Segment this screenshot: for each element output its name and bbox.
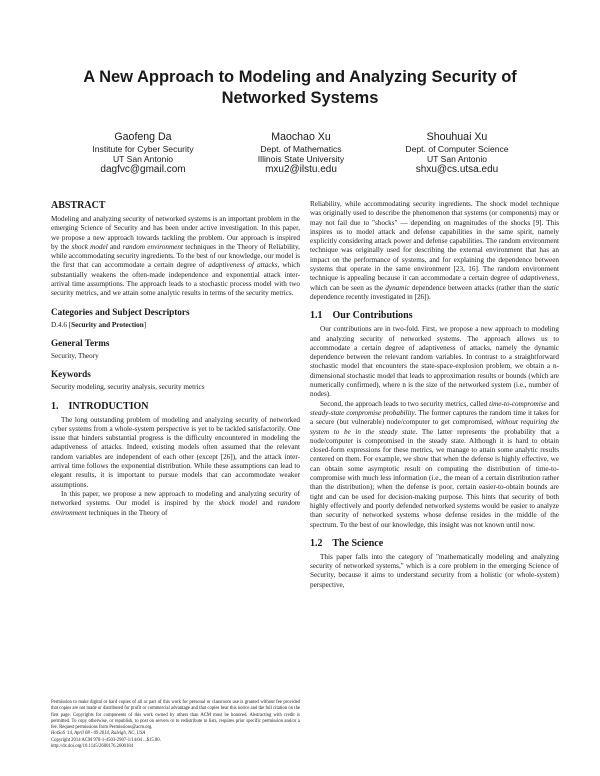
abstract-text [51,215,300,299]
text-part: Reliability, while accommodating security ingredients. The shock model technique was originally used to describe the phenomenon that systems (or components) may or may not fail due to "shocks" — depending on magnitudes of the shocks [9]. This inspires us to model attack and defense capabilities in the same spirit, namely explicitly considering attack power and defense capabilities. The random environment technique was originally used for describing the external environment that has an impact on the performance of systems, and for explaining the dependence between systems that operate in the same environment [23, 16]. The random environment technique is appealing because it can accommodate a certain degree of [310,200,559,283]
keywords-text: Security modeling, security analysis, security metrics [51,383,205,392]
emphasis: static [543,283,559,292]
text-part: and [546,399,559,408]
abstract-emphasis: random environment [122,242,183,251]
title-line-2: Networked Systems [221,89,379,107]
title-line-1: A New Approach to Modeling and Analyzing Security of [83,68,517,86]
emphasis: steady-state compromise probability [310,408,415,417]
author-name: Maochao Xu [271,131,331,143]
abstract-emphasis: shock model [71,242,108,251]
author-affiliation: UT San Antonio [112,154,174,165]
author-affiliation: UT San Antonio [426,154,488,165]
abstract-emphasis: adaptiveness of attacks [208,261,278,270]
text-part: , which can be seen as the [310,274,559,292]
abstract-text-part: and [107,242,123,251]
author-name: Gaofeng Da [114,131,172,143]
abstract-text-part: , which substantially weakens the often-made independence and exponential attack inter-arrival time assumptions. The approach leads to a stochastic process model with two security metrics, and we attain some analytic results in terms of the security metrics. [51,261,300,298]
science-paragraph: This paper falls into the category of "mathematically modeling and analyzing security of networked systems," which is a core problem in the emerging Science of Security, because it aims to understand security from a holistic (or whole-system) perspective, [310,552,559,589]
categories-heading: Categories and Subject Descriptors [51,306,190,317]
emphasis: time-to-compromise [489,399,547,408]
conference-line: HotSoS '14, April 08 - 09 2014, Raleigh, NC, USA [51,731,146,737]
general-terms-text: Security, Theory [51,351,99,360]
emphasis: adaptiveness [520,274,558,283]
copyright-footnote [51,700,300,750]
author-affiliation: Dept. of Mathematics [260,144,342,154]
author-email: shxu@cs.utsa.edu [415,164,499,176]
right-column [310,200,559,590]
science-heading: 1.2 The Science [310,537,384,549]
author-name: Shouhuai Xu [426,131,488,143]
author-email: mxu2@ilstu.edu [265,164,337,176]
contributions-paragraph-1: Our contributions are in two-fold. First, we propose a new approach to modeling and analyzing security of networked systems. The approach allows us to accommodate a certain degree of adaptiveness of attacks, namely the dynamic dependence between the relevant random variables. In contrast to a straightforward stochastic model that encounters the state-space-explosion problem, we obtain a n-dimensional stochastic model that leads to approximation results or bounds (which are numerically confirmed), where n is the size of the networked system (i.e., number of nodes). [310,325,559,399]
author-block-1 [58,131,228,176]
author-block-2 [216,131,386,176]
intro-text-part: In this paper, we propose a new approach to modeling and analyzing security of networked systems. Our model is inspired by the [51,489,300,508]
copyright-line: Copyright 2014 ACM 978-1-4503-2907-1/14/04 ...$15.00. [51,737,161,743]
text-part: dependence between attacks (rather than the [409,283,544,292]
doi-line: http://dx.doi.org/10.1145/2600176.2600184 [51,744,134,750]
text-part: . The latter represents the probability that a node/computer is compromised in the steady state. Although it is hard to obtain closed-form expressions for these metrics, we manage to attain some analytic results centered on them. For example, we show that when the defense is highly effective, we can obtain some asymptotic result on computing the distribution of time-to-compromise with much less information (i.e., the mean of a certain distribution rather than the distribution); when the defense is poor, certain easier-to-obtain bounds are tight and can be used for decision-making purpose. This hints that security of both highly effectively and poorly defended networked systems would be easier to analyze than security of networked systems whose defense resides in the middle of the spectrum. To the best of our knowledge, this insight was not known until now. [310,427,559,529]
intro-continuation [310,200,559,302]
text-part: Second, the approach leads to two security metrics, called [320,399,490,408]
text-part: dependence recently investigated in [26]). [310,292,431,301]
abstract-text-part: Modeling and analyzing security of networked systems is an important problem in the emerging Science of Security and has been under active investigation. In this paper, we propose a new approach towards tackling the problem. Our approach is inspired by the [51,215,300,251]
categories-bracket: ] [143,320,147,329]
permission-notice: Permission to make digital or hard copies of all or part of this work for personal or classroom use is granted without fee provided that copies are not made or distributed for profit or commercial advantage and that copies bear this notice and the full citation on the first page. Copyrights for components of this work owned by others than ACM must be honored. Abstracting with credit is permitted. To copy otherwise, or republish, to post on servers or to redistribute to lists, requires prior specific permission and/or a fee. Request permissions from Permissions@acm.org. [51,700,300,731]
abstract-heading: ABSTRACT [51,200,106,211]
intro-text-part: and [257,499,278,508]
contributions-heading: 1.1 Our Contributions [310,310,413,322]
contributions-paragraph-2 [310,400,559,530]
intro-emphasis: random environment [51,499,300,517]
categories-code: D.4.6 [ [51,320,72,329]
text-part: . The former captures the random time it takes for a secure (but vulnerable) node/computer to get compromised, [310,408,559,427]
categories-text [51,321,300,330]
categories-subject: Security and Protection [71,320,144,329]
intro-text-part: techniques in the Theory of [86,508,168,517]
left-column [51,200,300,518]
keywords-heading: Keywords [51,369,91,380]
abstract-text-part: techniques in the Theory of Reliability, while accommodating security ingredients. To the best of our knowledge, our model is the first that can accommodate a certain degree of [51,242,300,270]
intro-emphasis: shock model [218,499,258,508]
emphasis: dynamic [385,283,410,292]
author-affiliation: Institute for Cyber Security [92,144,194,154]
author-block-3 [372,131,542,176]
author-affiliation: Illinois State University [257,154,345,165]
general-terms-heading: General Terms [51,337,110,348]
author-email: dagfvc@gmail.com [100,164,186,176]
author-affiliation: Dept. of Computer Science [405,144,509,154]
intro-paragraph-1: The long outstanding problem of modeling and analyzing security of networked cyber systems from a whole-system perspective is yet to be tackled satisfactorily. One issue that hinders substantial progress is the difficulty encountered in modeling the adaptiveness of attacks. Indeed, existing models often assumed that the relevant random variables are independent of each other (except [26]), and the attack inter-arrival time follows the exponential distribution. While these assumptions can lead to elegant results, it is important to pursue models that can accommodate weaker assumptions. [51,415,300,489]
intro-paragraph-2 [51,490,300,518]
paper-title [40,67,560,109]
introduction-heading: 1. INTRODUCTION [51,400,149,412]
emphasis: without requiring the system to be in the steady state [310,418,559,436]
